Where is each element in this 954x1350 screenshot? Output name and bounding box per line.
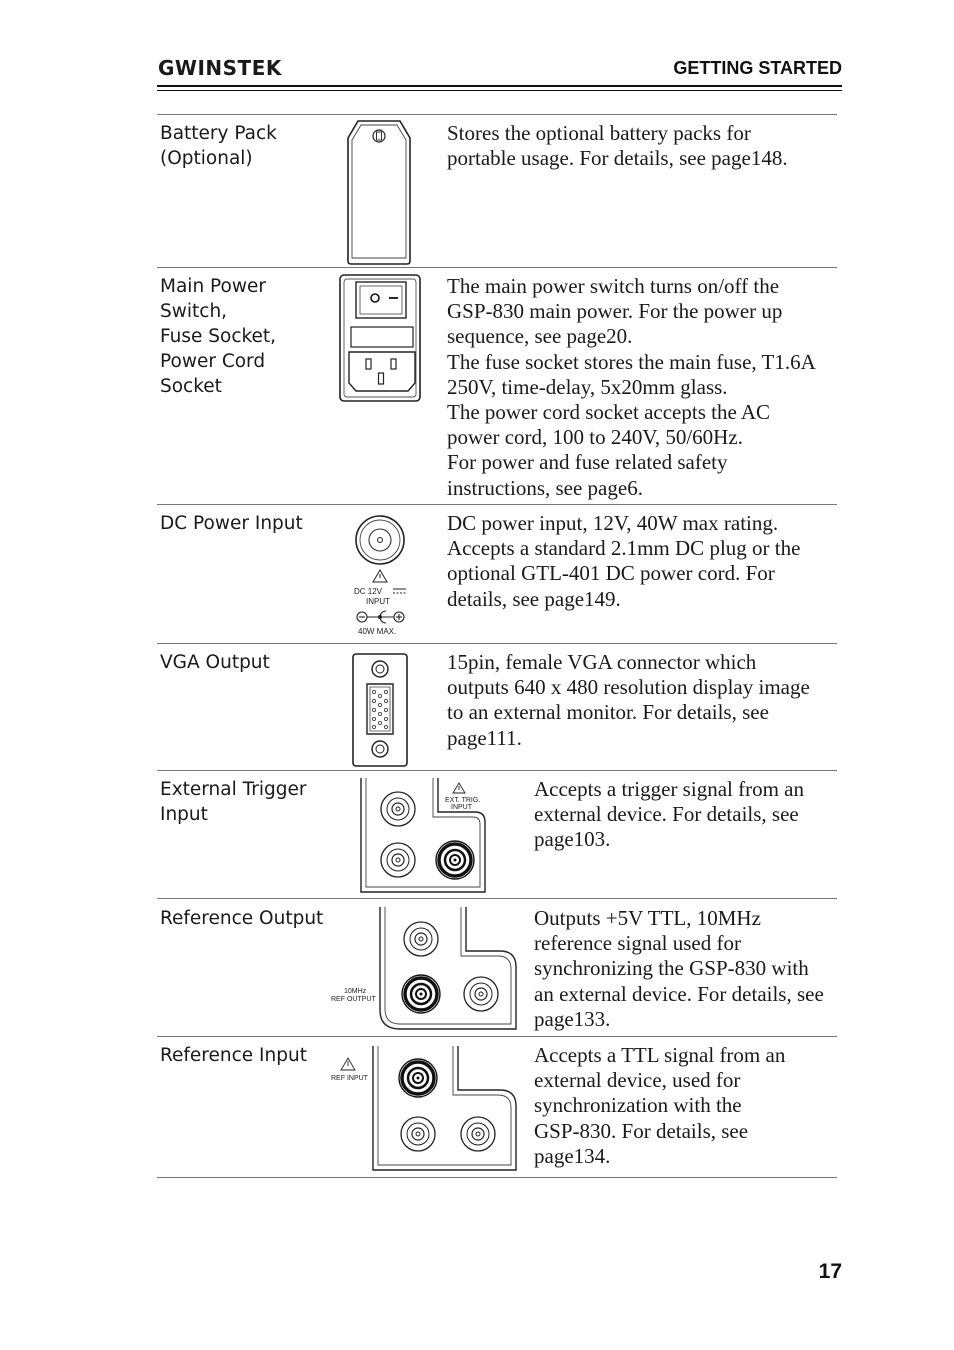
row-label-battery-pack: Battery Pack (Optional) bbox=[160, 123, 277, 169]
ext-trig-label-2: INPUT bbox=[451, 804, 472, 811]
section-title: GETTING STARTED bbox=[673, 58, 842, 78]
header-rule-thin bbox=[157, 90, 842, 91]
dc-voltage-label: DC 12V bbox=[354, 587, 383, 596]
ext-trig-label-1: EXT. TRIG. bbox=[445, 797, 481, 804]
row-desc-dc-power-input: DC power input, 12V, 40W max rating. Accepts a standard 2.1mm DC plug or the optional GTL-401 DC power cord. For details, see page149. bbox=[447, 511, 801, 611]
row-label-external-trigger: External Trigger Input bbox=[160, 779, 307, 825]
dc-max-label: 40W MAX. bbox=[358, 627, 397, 636]
external-trigger-panel-illustration bbox=[358, 776, 490, 896]
row-divider bbox=[157, 114, 837, 115]
row-label-dc-power-input: DC Power Input bbox=[160, 513, 303, 534]
row-divider bbox=[157, 643, 837, 644]
row-divider bbox=[157, 1036, 837, 1037]
row-label-vga-output: VGA Output bbox=[160, 652, 270, 673]
row-label-reference-input: Reference Input bbox=[160, 1045, 307, 1066]
reference-output-panel-illustration bbox=[328, 905, 520, 1033]
row-divider bbox=[157, 267, 837, 268]
row-desc-external-trigger: Accepts a trigger signal from an external device. For details, see page103. bbox=[534, 777, 804, 852]
row-desc-vga-output: 15pin, female VGA connector which outputs 640 x 480 resolution display image to an external monitor. For details, see page111. bbox=[447, 650, 810, 750]
row-label-main-power: Main Power Switch, Fuse Socket, Power Cord Socket bbox=[160, 276, 277, 397]
row-desc-reference-output: Outputs +5V TTL, 10MHz reference signal used for synchronizing the GSP-830 with an external device. For details, see page133. bbox=[534, 906, 824, 1031]
row-divider bbox=[157, 770, 837, 771]
reference-input-panel-illustration bbox=[328, 1044, 520, 1174]
dc-input-jack-illustration bbox=[348, 513, 414, 641]
row-desc-main-power: The main power switch turns on/off the GSP-830 main power. For the power up sequence, see page20. The fuse socket stores the main fuse, T1.6A 250V, time-delay, 5x20mm glass. The power cord socket accepts the AC power cord, 100 to 240V, 50/60Hz. For power and fuse related safety instructions, see page6. bbox=[447, 274, 816, 500]
page-number: 17 bbox=[818, 1260, 842, 1283]
ref-output-label-1: 10MHz bbox=[344, 988, 367, 995]
row-desc-reference-input: Accepts a TTL signal from an external device, used for synchronization with the GSP-830. For details, see page134. bbox=[534, 1043, 786, 1168]
dc-input-label: INPUT bbox=[366, 597, 390, 606]
brand-logo: GWINSTEK bbox=[158, 56, 282, 80]
ref-output-label-2: REF OUTPUT bbox=[331, 996, 376, 1003]
power-switch-fuse-socket-illustration bbox=[338, 273, 423, 403]
row-divider bbox=[157, 504, 837, 505]
vga-connector-illustration bbox=[350, 652, 410, 768]
row-label-reference-output: Reference Output bbox=[160, 908, 324, 929]
row-desc-battery-pack: Stores the optional battery packs for portable usage. For details, see page148. bbox=[447, 121, 788, 171]
ref-input-label: REF INPUT bbox=[331, 1075, 368, 1082]
header-rule bbox=[157, 85, 842, 87]
row-divider bbox=[157, 1177, 837, 1178]
row-divider bbox=[157, 898, 837, 899]
battery-pack-illustration bbox=[343, 118, 415, 266]
